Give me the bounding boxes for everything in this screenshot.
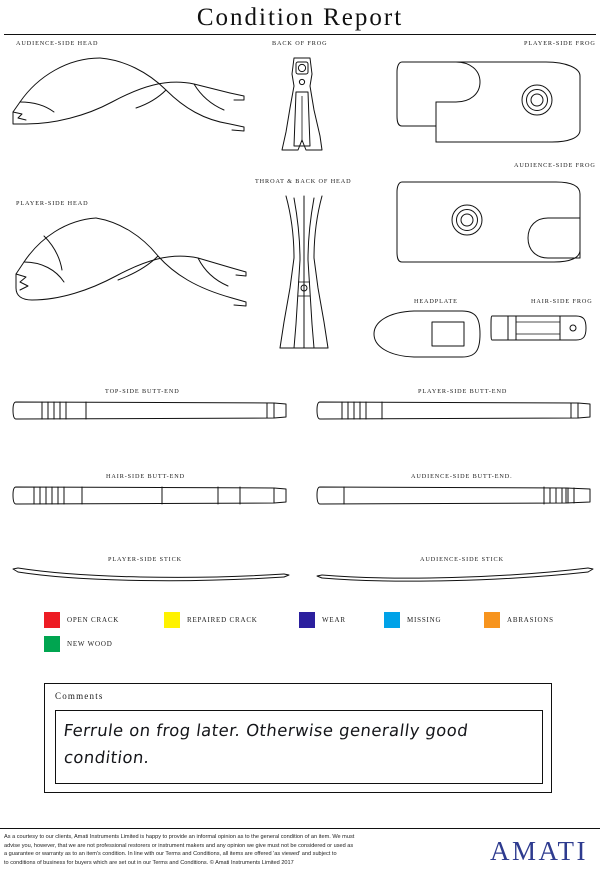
comments-line-2: condition. (62, 748, 151, 767)
diagram-audience-side-head (8, 50, 248, 160)
legend-item-new-wood (44, 636, 113, 652)
legend-label-open-crack: OPEN CRACK (67, 616, 120, 624)
comments-input[interactable] (55, 710, 543, 784)
legend-row-2 (44, 636, 574, 652)
legend-item-wear (299, 612, 384, 628)
swatch-repaired-crack (164, 612, 180, 628)
diagram-throat-and-back-of-head (276, 192, 332, 352)
legend-label-new-wood: NEW WOOD (67, 640, 113, 648)
footer-line-3: a guarantee or warranty as to an item's condition. In line with our Terms and Conditions, all items are offered 'as viewed' and subject to (4, 851, 337, 858)
condition-legend (44, 612, 574, 660)
diagram-hair-side-butt-end (12, 481, 290, 511)
caption-audience-side-head: AUDIENCE-SIDE HEAD (16, 40, 99, 47)
caption-throat-and-back-of-head: THROAT & BACK OF HEAD (255, 178, 352, 185)
diagram-top-side-butt-end (12, 396, 290, 426)
swatch-new-wood (44, 636, 60, 652)
footer-disclaimer (4, 833, 434, 867)
footer-divider (0, 828, 600, 829)
caption-hair-side-frog: HAIR-SIDE FROG (531, 298, 593, 305)
legend-item-missing (384, 612, 484, 628)
diagram-hair-side-frog (490, 310, 588, 346)
footer-line-1: As a courtesy to our clients, Amati Instruments Limited is happy to provide an informal opinion as to the general condition of an item. We must (4, 834, 355, 840)
swatch-abrasions (484, 612, 500, 628)
diagram-audience-side-butt-end (316, 481, 594, 511)
swatch-missing (384, 612, 400, 628)
diagram-back-of-frog (280, 52, 324, 156)
caption-player-side-head: PLAYER-SIDE HEAD (16, 200, 89, 207)
caption-hair-side-butt-end: HAIR-SIDE BUTT-END (106, 473, 186, 480)
title-divider (4, 34, 596, 35)
caption-top-side-butt-end: TOP-SIDE BUTT-END (105, 388, 180, 395)
legend-label-wear: WEAR (322, 616, 346, 624)
caption-headplate: HEADPLATE (414, 298, 458, 305)
comments-title: Comments (55, 691, 104, 701)
caption-player-side-frog: PLAYER-SIDE FROG (524, 40, 596, 47)
legend-item-open-crack (44, 612, 164, 628)
swatch-wear (299, 612, 315, 628)
diagram-player-side-butt-end (316, 396, 594, 426)
diagram-headplate (366, 308, 484, 360)
caption-back-of-frog: BACK OF FROG (272, 40, 328, 47)
diagram-player-side-stick (12, 564, 290, 582)
caption-audience-side-stick: AUDIENCE-SIDE STICK (420, 556, 504, 563)
diagram-audience-side-stick (316, 564, 594, 582)
page-title: Condition Report (196, 4, 404, 31)
caption-player-side-stick: PLAYER-SIDE STICK (108, 556, 183, 563)
amati-logo: AMATI (490, 836, 588, 866)
diagram-player-side-head (8, 212, 248, 330)
footer-line-4: to conditions of business for buyers which are set out in our Terms and Conditions. © Amati Instruments Limited 2017 (4, 859, 294, 866)
legend-label-repaired-crack: REPAIRED CRACK (187, 616, 258, 624)
legend-item-repaired-crack (164, 612, 299, 628)
diagram-audience-side-frog (396, 172, 586, 272)
legend-item-abrasions (484, 612, 554, 628)
swatch-open-crack (44, 612, 60, 628)
legend-label-abrasions: ABRASIONS (507, 616, 554, 624)
comments-line-1: Ferrule on frog later. Otherwise generally good (62, 721, 470, 740)
caption-audience-side-frog: AUDIENCE-SIDE FROG (514, 162, 596, 169)
diagram-player-side-frog (396, 50, 586, 150)
caption-audience-side-butt-end: AUDIENCE-SIDE BUTT-END. (411, 473, 513, 480)
legend-label-missing: MISSING (407, 616, 442, 624)
caption-player-side-butt-end: PLAYER-SIDE BUTT-END (418, 388, 508, 395)
legend-row-1 (44, 612, 574, 628)
footer-line-2: advise you, however, that we are not professional restorers or instrument makers and any opinion we give must not be considered or used as (4, 842, 354, 849)
comments-box (44, 683, 552, 793)
